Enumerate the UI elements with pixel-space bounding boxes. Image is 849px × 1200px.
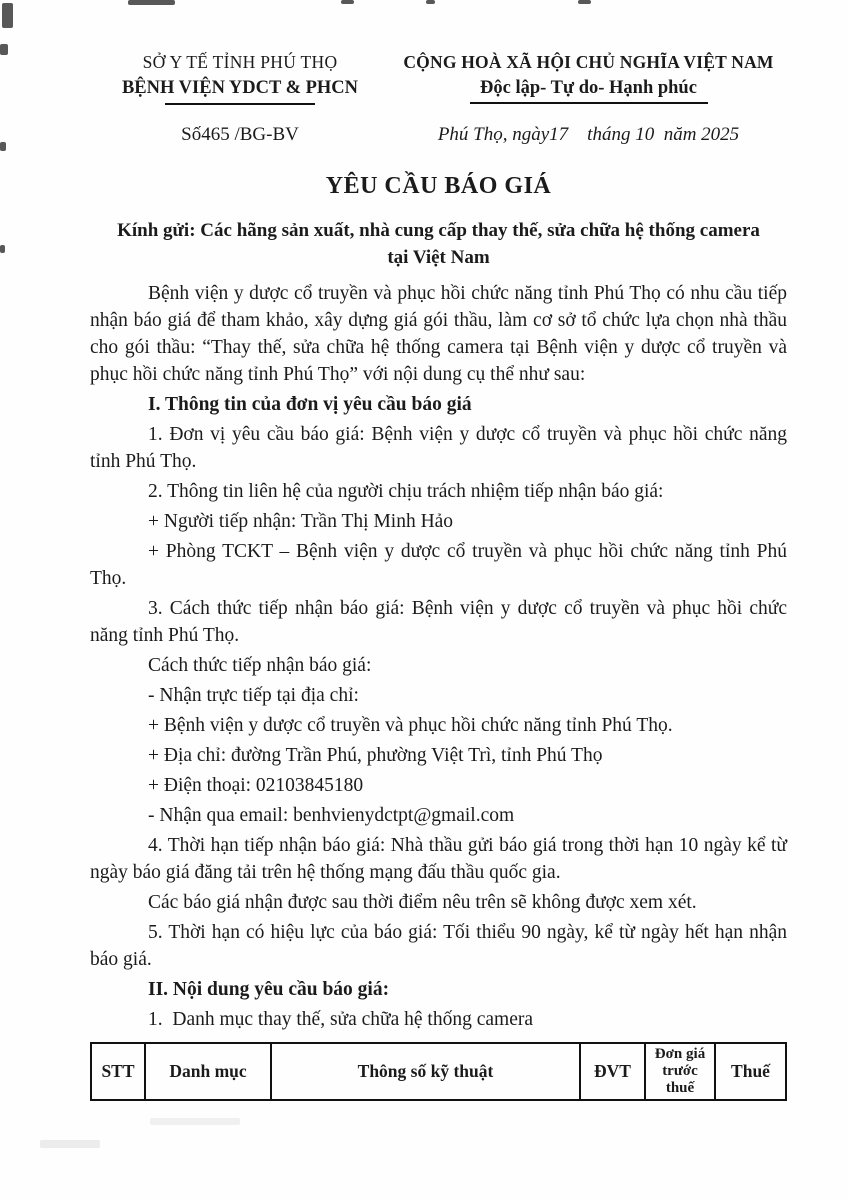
document-title: YÊU CẦU BÁO GIÁ: [325, 173, 552, 199]
body-paragraph: + Địa chỉ: đường Trần Phú, phường Việt Trì, tỉnh Phú Thọ: [148, 745, 603, 766]
col-header-stt: STT: [91, 1043, 145, 1100]
salutation: Kính gửi: Các hãng sản xuất, nhà cung cấp thay thế, sửa chữa hệ thống camera tại Việt Nam: [117, 220, 760, 268]
scan-artifact: [40, 1140, 100, 1148]
scan-artifact: [128, 0, 175, 5]
intro-paragraph: Bệnh viện y dược cổ truyền và phục hồi chức năng tỉnh Phú Thọ có nhu cầu tiếp nhận báo giá để tham khảo, xây dựng giá gói thầu, làm cơ sở tổ chức lựa chọn nhà thầu cho gói thầu: “Thay thế, sửa chữa hệ thống camera tại Bệnh viện y dược cổ truyền và phục hồi chức năng tỉnh Phú Thọ” với nội dung cụ thể như sau:: [90, 283, 787, 385]
scan-artifact: [0, 245, 5, 253]
body-paragraph: Cách thức tiếp nhận báo giá:: [148, 655, 372, 676]
table-header-row: [91, 1043, 786, 1100]
col-header-don-gia: Đơn giá trước thuế: [645, 1043, 715, 1100]
body-paragraph: - Nhận qua email: benhvienydctpt@gmail.com: [148, 805, 515, 826]
national-header-block: [390, 50, 787, 105]
document-number: Số465 /BG-BV: [181, 124, 299, 145]
document-header: [90, 50, 787, 105]
body-paragraph: - Nhận trực tiếp tại địa chỉ:: [148, 685, 359, 706]
national-title: CỘNG HOÀ XÃ HỘI CHỦ NGHĨA VIỆT NAM: [403, 52, 774, 72]
issuing-org-block: [90, 50, 390, 105]
document-body: [90, 280, 787, 1033]
reference-row: [90, 124, 787, 146]
col-header-danh-muc: Danh mục: [145, 1043, 271, 1100]
body-paragraph: 1. Danh mục thay thế, sửa chữa hệ thống camera: [148, 1009, 534, 1030]
national-motto: Độc lập- Tự do- Hạnh phúc: [480, 78, 697, 98]
body-paragraph: 5. Thời hạn có hiệu lực của báo giá: Tối thiểu 90 ngày, kể từ ngày hết hạn nhận báo giá.: [90, 922, 787, 970]
scan-artifact: [578, 0, 591, 4]
scan-artifact: [0, 44, 8, 55]
col-header-thong-so: Thông số kỹ thuật: [271, 1043, 580, 1100]
body-paragraph: 4. Thời hạn tiếp nhận báo giá: Nhà thầu gửi báo giá trong thời hạn 10 ngày kể từ ngày báo giá đăng tải trên hệ thống mạng đấu thầu quốc gia.: [90, 835, 787, 883]
scan-artifact: [2, 3, 13, 28]
scan-artifact: [426, 0, 435, 4]
org-unit-name: BỆNH VIỆN YDCT & PHCN: [121, 78, 359, 98]
header-rule: [165, 103, 315, 105]
section-heading-2: II. Nội dung yêu cầu báo giá:: [148, 979, 390, 1000]
body-paragraph: Các báo giá nhận được sau thời điểm nêu trên sẽ không được xem xét.: [148, 892, 697, 913]
scan-artifact: [0, 142, 6, 151]
scan-artifact: [150, 1118, 240, 1125]
body-paragraph: + Bệnh viện y dược cổ truyền và phục hồi chức năng tỉnh Phú Thọ.: [148, 715, 673, 736]
col-header-dvt: ĐVT: [580, 1043, 645, 1100]
body-paragraph: + Phòng TCKT – Bệnh viện y dược cổ truyền và phục hồi chức năng tỉnh Phú Thọ.: [90, 541, 787, 589]
body-paragraph: 1. Đơn vị yêu cầu báo giá: Bệnh viện y dược cổ truyền và phục hồi chức năng tỉnh Phú Thọ.: [90, 424, 787, 472]
col-header-thue: Thuế: [715, 1043, 786, 1100]
scan-artifact: [341, 0, 354, 4]
org-parent-name: SỞ Y TẾ TỈNH PHÚ THỌ: [142, 52, 338, 72]
body-paragraph: + Người tiếp nhận: Trần Thị Minh Hảo: [148, 511, 454, 532]
quote-items-table: [90, 1042, 787, 1101]
section-heading-1: I. Thông tin của đơn vị yêu cầu báo giá: [148, 394, 472, 415]
body-paragraph: 3. Cách thức tiếp nhận báo giá: Bệnh viện y dược cổ truyền và phục hồi chức năng tỉnh Phú Thọ.: [90, 598, 787, 646]
place-and-date: Phú Thọ, ngày17 tháng 10 năm 2025: [437, 124, 740, 145]
header-rule: [470, 102, 708, 104]
body-paragraph: 2. Thông tin liên hệ của người chịu trách nhiệm tiếp nhận báo giá:: [148, 481, 664, 502]
body-paragraph: + Điện thoại: 02103845180: [148, 775, 364, 796]
